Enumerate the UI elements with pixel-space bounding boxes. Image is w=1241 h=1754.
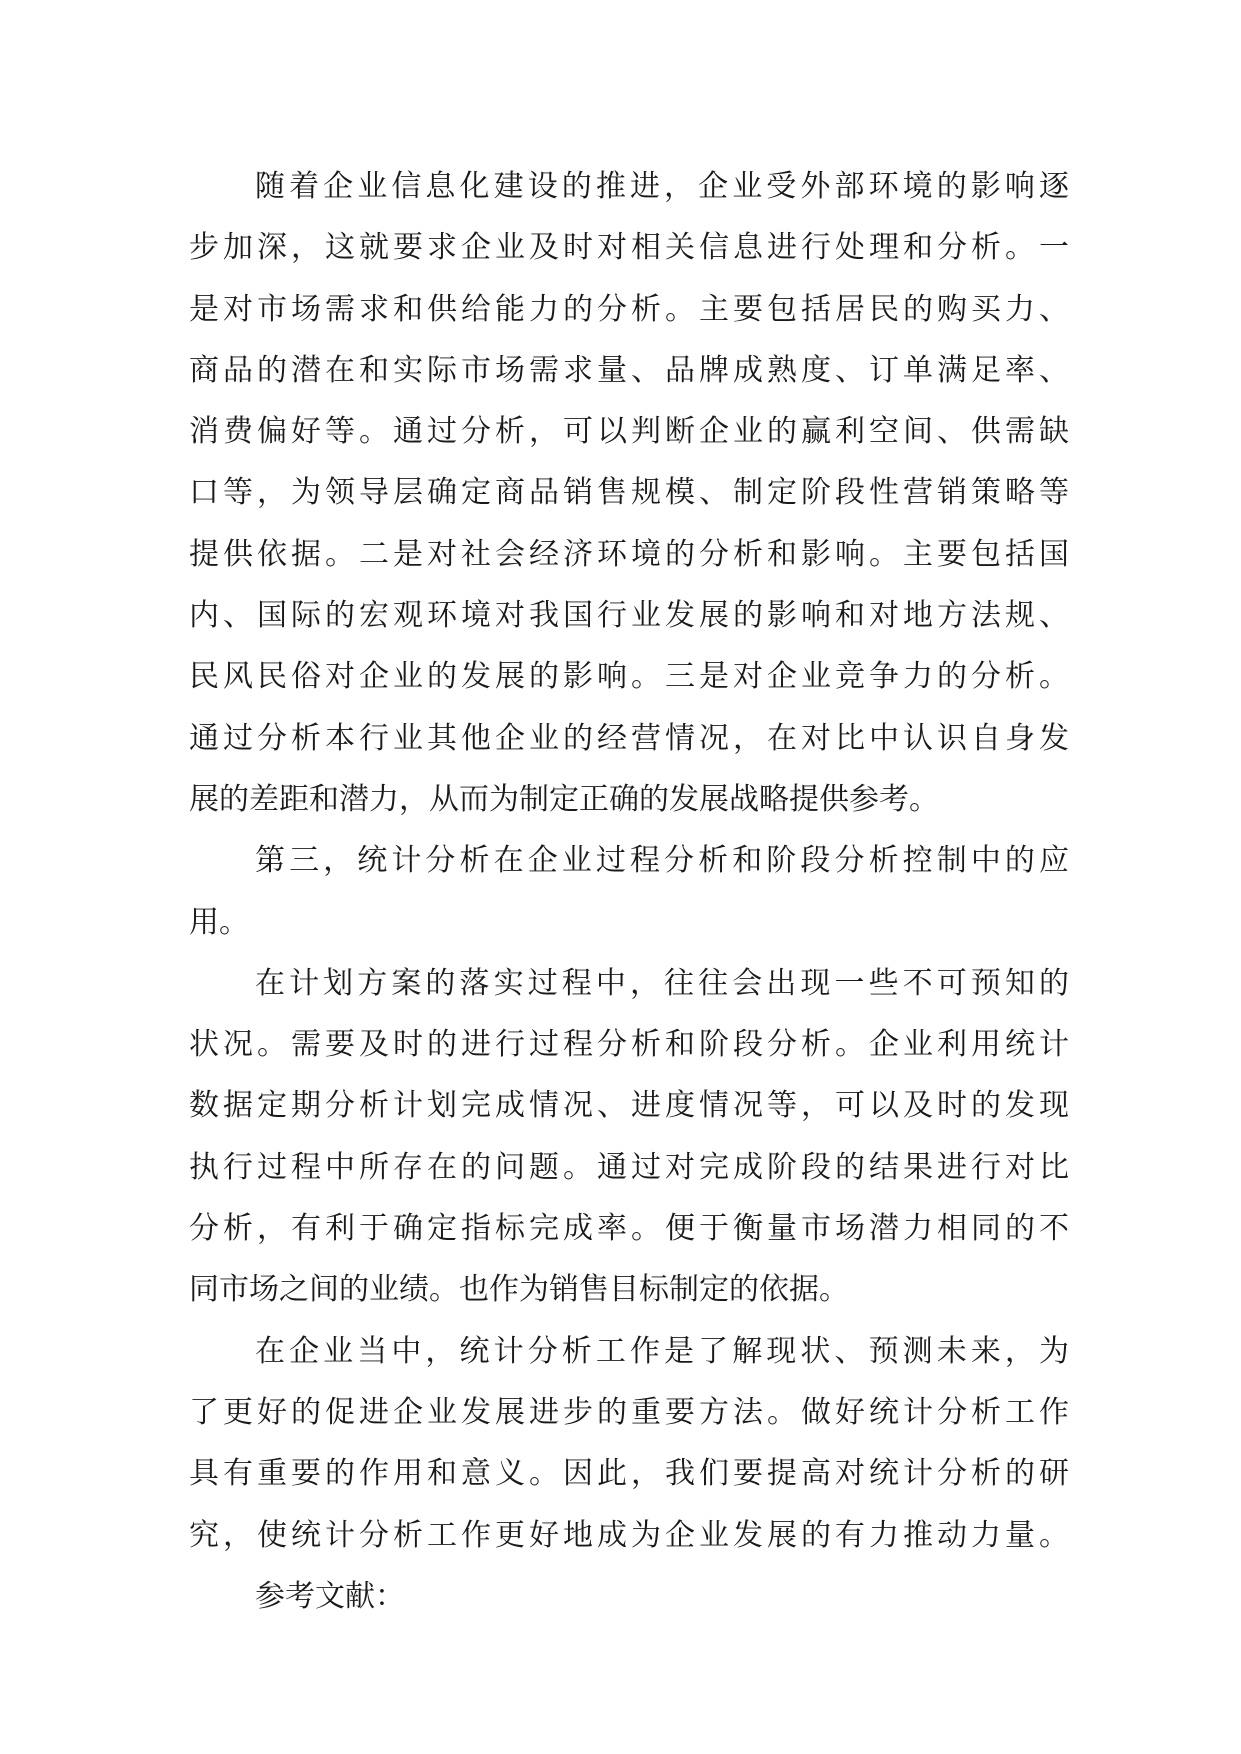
paragraph-2-line-1: 在计划方案的落实过程中，往往会出现一些不可预知的: [255, 965, 1069, 1001]
paragraph-1-line-11: 展的差距和潜力，从而为制定正确的发展战略提供参考。: [189, 781, 939, 817]
paragraph-1-line-8: 内、国际的宏观环境对我国行业发展的影响和对地方法规、: [189, 598, 1069, 634]
paragraph-2-line-2: 状况。需要及时的进行过程分析和阶段分析。企业利用统计: [189, 1027, 1069, 1063]
paragraph-2-line-3: 数据定期分析计划完成情况、进度情况等，可以及时的发现: [189, 1088, 1069, 1124]
paragraph-3-line-4: 究，使统计分析工作更好地成为企业发展的有力推动力量。: [189, 1517, 1069, 1553]
paragraph-1-line-5: 消费偏好等。通过分析，可以判断企业的赢利空间、供需缺: [189, 414, 1069, 450]
paragraph-3-line-2: 了更好的促进企业发展进步的重要方法。做好统计分析工作: [189, 1394, 1069, 1430]
paragraph-1-line-10: 通过分析本行业其他企业的经营情况，在对比中认识自身发: [189, 720, 1069, 756]
paragraph-2-line-4: 执行过程中所存在的问题。通过对完成阶段的结果进行对比: [189, 1149, 1069, 1185]
references-heading: 参考文献：: [255, 1578, 405, 1614]
paragraph-2-line-5: 分析，有利于确定指标完成率。便于衡量市场潜力相同的不: [189, 1211, 1069, 1247]
paragraph-1-line-2: 步加深，这就要求企业及时对相关信息进行处理和分析。一: [189, 230, 1069, 266]
paragraph-1-line-1: 随着企业信息化建设的推进，企业受外部环境的影响逐: [255, 169, 1069, 204]
section-heading-line-2: 用。: [189, 904, 249, 940]
paragraph-1-line-4: 商品的潜在和实际市场需求量、品牌成熟度、订单满足率、: [189, 352, 1069, 388]
paragraph-1-line-9: 民风民俗对企业的发展的影响。三是对企业竞争力的分析。: [189, 659, 1069, 695]
paragraph-3-line-3: 具有重要的作用和意义。因此，我们要提高对统计分析的研: [189, 1456, 1069, 1492]
paragraph-2-line-6: 同市场之间的业绩。也作为销售目标制定的依据。: [189, 1272, 849, 1308]
paragraph-1-line-6: 口等，为领导层确定商品销售规模、制定阶段性营销策略等: [189, 475, 1069, 511]
section-heading-line-1: 第三，统计分析在企业过程分析和阶段分析控制中的应: [255, 843, 1069, 879]
paragraph-1-line-3: 是对市场需求和供给能力的分析。主要包括居民的购买力、: [189, 291, 1069, 327]
paragraph-1-line-7: 提供依据。二是对社会经济环境的分析和影响。主要包括国: [189, 536, 1069, 572]
paragraph-3-line-1: 在企业当中，统计分析工作是了解现状、预测未来，为: [255, 1333, 1069, 1369]
body-text: [189, 156, 1069, 1627]
